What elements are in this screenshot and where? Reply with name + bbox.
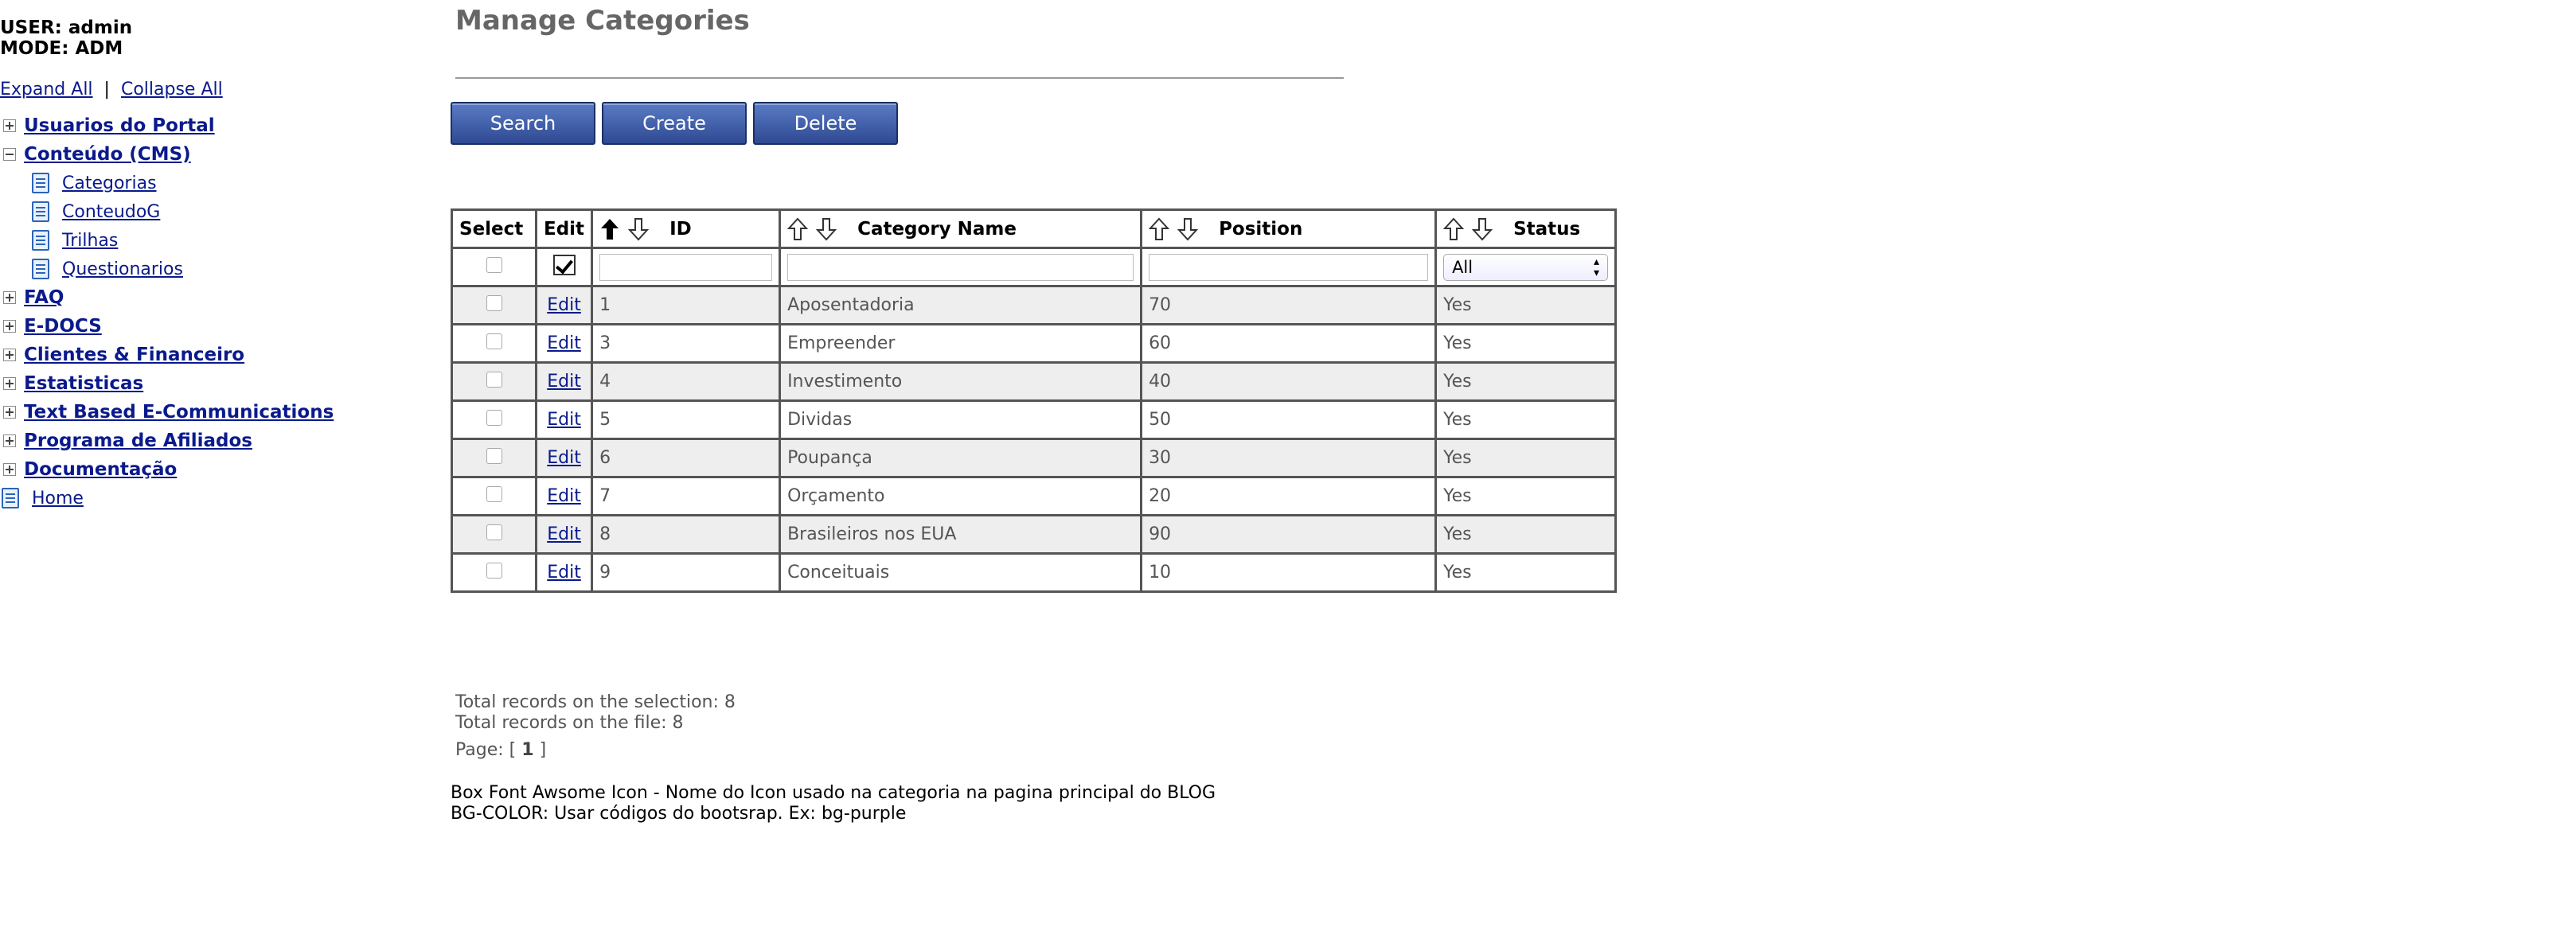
tree-item-home (0, 484, 430, 512)
separator: | (103, 80, 110, 99)
status-cell: Yes (1436, 439, 1616, 477)
sort-asc-active-icon[interactable] (599, 217, 620, 241)
status-cell: Yes (1436, 477, 1616, 516)
name-cell: Investimento (780, 363, 1142, 401)
table-body (452, 286, 1616, 592)
tree-item-clientes (0, 341, 430, 369)
id-cell: 9 (592, 554, 780, 592)
filter-name-input[interactable] (787, 254, 1134, 281)
position-cell: 10 (1142, 554, 1436, 592)
user-info (0, 18, 430, 59)
col-header-id[interactable] (592, 210, 780, 248)
tree-child-label[interactable]: Trilhas (62, 230, 119, 251)
mode-label: MODE: ADM (0, 38, 123, 59)
expand-plus-icon[interactable] (3, 406, 16, 419)
tree-item-afiliados (0, 427, 430, 455)
position-cell: 90 (1142, 516, 1436, 554)
edit-cell (537, 401, 592, 439)
tree-item-estatisticas (0, 369, 430, 398)
select-cell (452, 401, 537, 439)
expand-plus-icon[interactable] (3, 320, 16, 333)
tree-item-label[interactable]: Conteúdo (CMS) (24, 144, 191, 165)
sort-asc-icon[interactable] (1149, 217, 1169, 241)
tree-item-label[interactable]: E-DOCS (24, 316, 102, 337)
col-header-name-label: Category Name (857, 218, 1017, 240)
name-cell: Poupança (780, 439, 1142, 477)
id-cell: 5 (592, 401, 780, 439)
table-row (452, 554, 1616, 592)
tree-item-label[interactable]: Estatisticas (24, 373, 144, 394)
col-header-edit: Edit (537, 210, 592, 248)
status-filter-value: All (1452, 257, 1473, 277)
collapse-all-link[interactable]: Collapse All (120, 80, 223, 99)
expand-plus-icon[interactable] (3, 434, 16, 447)
sort-asc-icon[interactable] (1443, 217, 1464, 241)
tree-item-usuarios (0, 111, 430, 140)
categories-table (451, 208, 1617, 593)
id-cell: 6 (592, 439, 780, 477)
expand-plus-icon[interactable] (3, 119, 16, 132)
expand-all-link[interactable]: Expand All (0, 80, 93, 99)
name-cell: Brasileiros nos EUA (780, 516, 1142, 554)
status-cell: Yes (1436, 401, 1616, 439)
tree-child-conteudog (0, 197, 430, 226)
row-checkbox[interactable] (486, 486, 502, 502)
edit-cell (537, 516, 592, 554)
document-icon (32, 230, 49, 251)
select-arrows-icon: ▴ ▾ (1594, 255, 1600, 279)
tree-item-documentacao (0, 455, 430, 484)
tree-item-label[interactable]: Documentação (24, 459, 178, 480)
edit-link[interactable]: Edit (547, 295, 581, 315)
row-checkbox[interactable] (486, 410, 502, 426)
col-header-id-label: ID (669, 218, 692, 240)
row-checkbox[interactable] (486, 563, 502, 579)
filter-id-input[interactable] (599, 254, 772, 281)
sidebar (0, 18, 430, 512)
name-cell: Aposentadoria (780, 286, 1142, 325)
document-icon (32, 259, 49, 279)
edit-cell (537, 363, 592, 401)
checkmark-icon[interactable] (553, 255, 576, 275)
table-row (452, 516, 1616, 554)
name-cell: Conceituais (780, 554, 1142, 592)
tree-item-text-based (0, 398, 430, 427)
position-cell: 60 (1142, 325, 1436, 363)
tree-item-label[interactable]: Clientes & Financeiro (24, 345, 245, 365)
nav-tree (0, 111, 430, 512)
col-header-position[interactable] (1142, 210, 1436, 248)
filter-edit-cell (537, 248, 592, 286)
filter-status-cell (1436, 248, 1616, 286)
edit-cell (537, 477, 592, 516)
edit-cell (537, 325, 592, 363)
tree-child-trilhas (0, 226, 430, 255)
position-cell: 50 (1142, 401, 1436, 439)
tree-item-label[interactable]: Usuarios do Portal (24, 115, 215, 136)
table-row (452, 325, 1616, 363)
row-checkbox[interactable] (486, 295, 502, 311)
expand-plus-icon[interactable] (3, 291, 16, 304)
document-icon (2, 488, 19, 508)
status-cell: Yes (1436, 286, 1616, 325)
tree-item-label[interactable]: FAQ (24, 287, 64, 308)
pagination (455, 740, 736, 761)
id-cell: 7 (592, 477, 780, 516)
note-line-1: Box Font Awsome Icon - Nome do Icon usado na categoria na pagina principal do BLOG (451, 783, 1216, 803)
title-divider (455, 77, 1344, 79)
table-row (452, 439, 1616, 477)
user-label: USER: admin (0, 18, 133, 38)
id-cell: 4 (592, 363, 780, 401)
document-icon (32, 201, 49, 222)
totals (455, 692, 736, 761)
status-filter-select[interactable] (1443, 254, 1608, 281)
tree-item-label[interactable]: Text Based E-Communications (24, 402, 334, 423)
filter-position-cell (1142, 248, 1436, 286)
edit-link[interactable]: Edit (547, 372, 581, 392)
sort-desc-icon[interactable] (628, 217, 649, 241)
col-header-status-label: Status (1513, 218, 1581, 240)
tree-item-faq (0, 283, 430, 312)
row-checkbox[interactable] (486, 372, 502, 388)
page-current[interactable]: 1 (521, 740, 534, 760)
filter-name-cell (780, 248, 1142, 286)
select-cell (452, 363, 537, 401)
filter-position-input[interactable] (1149, 254, 1428, 281)
name-cell: Dividas (780, 401, 1142, 439)
position-cell: 20 (1142, 477, 1436, 516)
sort-desc-icon[interactable] (816, 217, 837, 241)
row-checkbox[interactable] (486, 333, 502, 349)
edit-link[interactable]: Edit (547, 410, 581, 430)
status-cell: Yes (1436, 516, 1616, 554)
edit-cell (537, 286, 592, 325)
tree-child-label[interactable]: Questionarios (62, 259, 183, 279)
sort-desc-icon[interactable] (1177, 217, 1198, 241)
tree-item-label[interactable]: Programa de Afiliados (24, 431, 252, 451)
select-cell (452, 516, 537, 554)
status-cell: Yes (1436, 554, 1616, 592)
select-cell (452, 554, 537, 592)
status-cell: Yes (1436, 325, 1616, 363)
edit-cell (537, 554, 592, 592)
note-line-2: BG-COLOR: Usar códigos do bootsrap. Ex: bg-purple (451, 804, 907, 824)
page-suffix: ] (539, 740, 547, 760)
select-cell (452, 439, 537, 477)
expand-plus-icon[interactable] (3, 463, 16, 476)
create-button[interactable]: Create (602, 102, 747, 145)
delete-button[interactable]: Delete (753, 102, 898, 145)
edit-link[interactable]: Edit (547, 333, 581, 353)
expand-plus-icon[interactable] (3, 377, 16, 390)
tree-child-label[interactable]: ConteudoG (62, 201, 161, 222)
tree-child-label[interactable]: Categorias (62, 173, 157, 193)
edit-link[interactable]: Edit (547, 524, 581, 544)
table-row (452, 477, 1616, 516)
notes (451, 783, 1216, 824)
col-header-name[interactable] (780, 210, 1142, 248)
select-cell (452, 286, 537, 325)
row-checkbox[interactable] (486, 524, 502, 540)
tree-controls (0, 80, 430, 100)
row-checkbox[interactable] (486, 448, 502, 464)
home-link[interactable]: Home (32, 488, 84, 508)
tree-child-categorias (0, 169, 430, 197)
sort-desc-icon[interactable] (1472, 217, 1493, 241)
page-title: Manage Categories (455, 5, 750, 37)
col-header-status[interactable] (1436, 210, 1616, 248)
sort-asc-icon[interactable] (787, 217, 808, 241)
position-cell: 40 (1142, 363, 1436, 401)
name-cell: Orçamento (780, 477, 1142, 516)
expand-plus-icon[interactable] (3, 349, 16, 361)
position-cell: 70 (1142, 286, 1436, 325)
tree-item-edocs (0, 312, 430, 341)
select-cell (452, 325, 537, 363)
filter-id-cell (592, 248, 780, 286)
col-header-select: Select (452, 210, 537, 248)
tree-item-conteudo (0, 140, 430, 169)
total-file: Total records on the file: 8 (455, 713, 684, 733)
table-row (452, 363, 1616, 401)
table-row (452, 286, 1616, 325)
edit-link[interactable]: Edit (547, 563, 581, 582)
position-cell: 30 (1142, 439, 1436, 477)
status-cell: Yes (1436, 363, 1616, 401)
select-cell (452, 477, 537, 516)
page-prefix: Page: [ (455, 740, 517, 760)
col-header-position-label: Position (1219, 218, 1303, 240)
total-selection: Total records on the selection: 8 (455, 692, 736, 712)
search-button[interactable]: Search (451, 102, 595, 145)
toolbar (451, 102, 898, 145)
document-icon (32, 173, 49, 193)
filter-select-cell (452, 248, 537, 286)
id-cell: 3 (592, 325, 780, 363)
tree-child-questionarios (0, 255, 430, 283)
table-row (452, 401, 1616, 439)
edit-link[interactable]: Edit (547, 486, 581, 506)
id-cell: 8 (592, 516, 780, 554)
id-cell: 1 (592, 286, 780, 325)
filter-row (452, 248, 1616, 286)
edit-link[interactable]: Edit (547, 448, 581, 468)
collapse-minus-icon[interactable] (3, 148, 16, 161)
edit-cell (537, 439, 592, 477)
select-all-checkbox[interactable] (486, 257, 502, 273)
header-row (452, 210, 1616, 248)
name-cell: Empreender (780, 325, 1142, 363)
